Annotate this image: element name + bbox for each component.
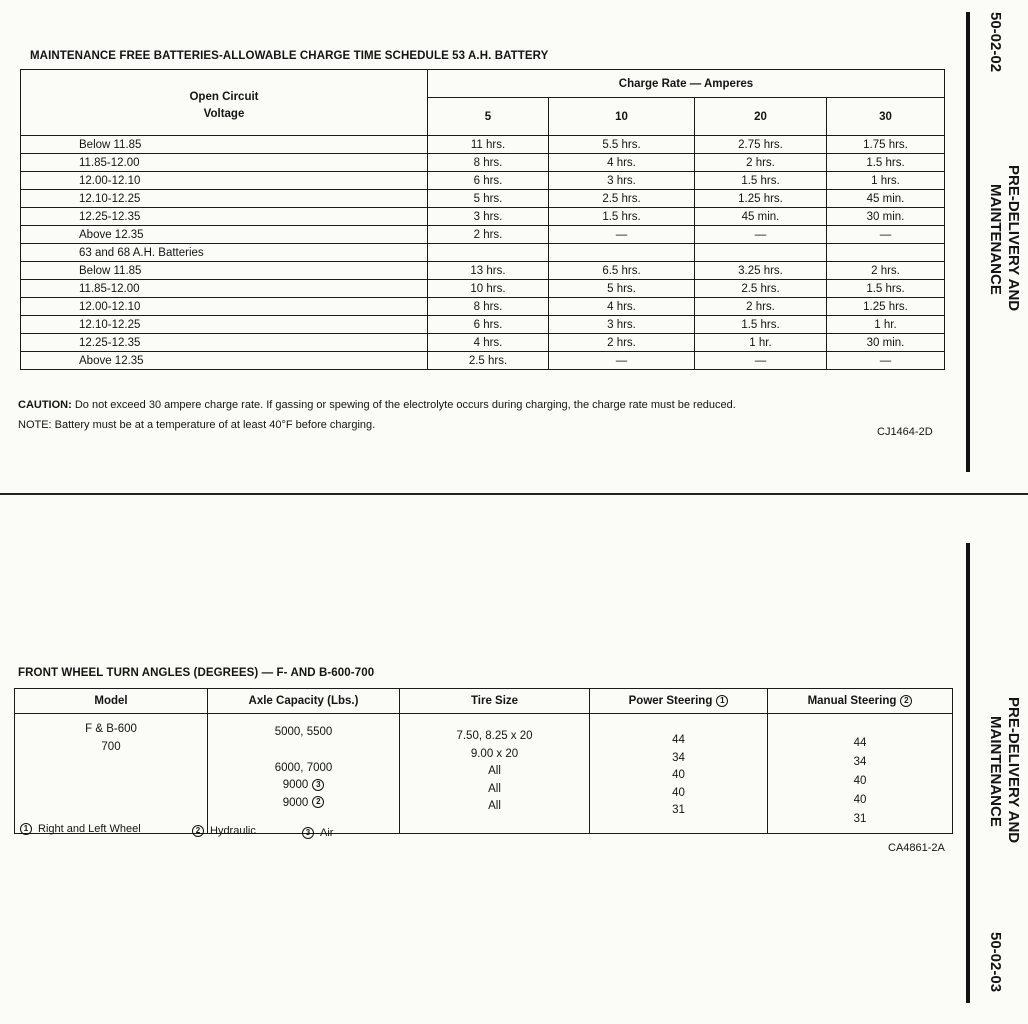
- charge-time-cell: [549, 244, 695, 262]
- power-cell: [590, 714, 768, 834]
- model-header: Model: [15, 689, 208, 714]
- open-circuit-voltage-header: [21, 70, 428, 136]
- charge-time-cell: 4 hrs.: [549, 298, 695, 316]
- charge-time-cell: —: [549, 352, 695, 370]
- voltage-label: Voltage: [203, 107, 245, 120]
- table-row: [21, 316, 945, 334]
- table-row: [21, 208, 945, 226]
- axle-value: 9000: [282, 796, 309, 809]
- charge-time-cell: 11 hrs.: [428, 136, 549, 154]
- footnote-2-icon: 2: [192, 825, 204, 837]
- charge-time-cell: 2 hrs.: [428, 226, 549, 244]
- table-row: [21, 154, 945, 172]
- charge-time-cell: 30 min.: [827, 334, 945, 352]
- charge-time-cell: —: [695, 226, 827, 244]
- charge-time-cell: 2 hrs.: [549, 334, 695, 352]
- bottom-side-title-1: PRE-DELIVERY AND: [1005, 697, 1022, 844]
- axle-line: 5000, 5500: [274, 726, 333, 738]
- power-line: 34: [672, 751, 685, 764]
- table-row: [21, 244, 945, 262]
- table-row: [21, 262, 945, 280]
- caution-label: CAUTION:: [18, 399, 72, 411]
- charge-time-cell: 1 hrs.: [827, 172, 945, 190]
- footnote-2-icon: 2: [312, 796, 324, 808]
- charge-time-cell: 1.5 hrs.: [827, 154, 945, 172]
- axle-line: [208, 742, 399, 760]
- voltage-cell: Below 11.85: [21, 136, 428, 154]
- charge-time-cell: —: [549, 226, 695, 244]
- model-cell: [15, 714, 208, 834]
- turn-angle-table: [14, 688, 953, 834]
- voltage-cell: 12.00-12.10: [21, 172, 428, 190]
- charge-time-cell: 6 hrs.: [428, 316, 549, 334]
- voltage-cell: 12.10-12.25: [21, 190, 428, 208]
- footnote-1: [20, 823, 141, 835]
- power-line: 40: [672, 786, 685, 799]
- manual-line: 31: [853, 813, 867, 825]
- manual-steering-label: Manual Steering: [807, 695, 897, 708]
- top-figure-code: CJ1464-2D: [877, 426, 933, 438]
- table-row: [21, 334, 945, 352]
- charge-time-cell: 1.5 hrs.: [695, 172, 827, 190]
- axle-capacity-header: Axle Capacity (Lbs.): [208, 689, 400, 714]
- bottom-side-title-2: MAINTENANCE: [987, 716, 1004, 827]
- top-side-title-2: MAINTENANCE: [987, 184, 1004, 295]
- battery-table-body: [21, 136, 945, 370]
- caution-text: Do not exceed 30 ampere charge rate. If gassing or spewing of the electrolyte occurs during charging, the charge rate must be reduced.: [74, 399, 736, 411]
- charge-time-cell: [827, 244, 945, 262]
- table-row: [21, 190, 945, 208]
- footnote-2-text: Hydraulic: [210, 825, 256, 837]
- voltage-cell: 12.00-12.10: [21, 298, 428, 316]
- charge-time-cell: 1 hr.: [827, 316, 945, 334]
- tire-line: All: [488, 800, 501, 812]
- charge-time-cell: 45 min.: [827, 190, 945, 208]
- charge-time-cell: 1.25 hrs.: [695, 190, 827, 208]
- manual-cell: [768, 714, 953, 834]
- footnote-2: [192, 825, 256, 837]
- voltage-cell: Above 12.35: [21, 352, 428, 370]
- caution-note: [18, 399, 736, 411]
- tire-cell: [400, 714, 590, 834]
- charge-time-cell: 10 hrs.: [428, 280, 549, 298]
- footnote-2-icon: 2: [900, 695, 912, 707]
- manual-line: 40: [853, 775, 867, 787]
- charge-time-cell: [695, 244, 827, 262]
- page-divider: [0, 493, 1028, 495]
- footnote-1-icon: 1: [716, 695, 728, 707]
- top-side-title-1: PRE-DELIVERY AND: [1005, 165, 1022, 312]
- charge-time-cell: —: [827, 352, 945, 370]
- charge-time-cell: 2 hrs.: [695, 154, 827, 172]
- voltage-cell: 11.85-12.00: [21, 154, 428, 172]
- charge-time-cell: 3 hrs.: [549, 172, 695, 190]
- table-row: [21, 298, 945, 316]
- open-circuit-label: Open Circuit: [189, 90, 259, 103]
- charge-time-cell: 4 hrs.: [549, 154, 695, 172]
- charge-time-cell: 1.5 hrs.: [695, 316, 827, 334]
- charge-time-cell: —: [695, 352, 827, 370]
- charge-time-cell: 1.5 hrs.: [549, 208, 695, 226]
- axle-line-hydraulic: [208, 795, 399, 813]
- battery-charge-table: [20, 69, 945, 370]
- charge-time-cell: 2.5 hrs.: [428, 352, 549, 370]
- charge-time-cell: 4 hrs.: [428, 334, 549, 352]
- table-row: [21, 226, 945, 244]
- charge-time-cell: 1 hr.: [695, 334, 827, 352]
- charge-time-cell: 30 min.: [827, 208, 945, 226]
- charge-time-cell: 3.25 hrs.: [695, 262, 827, 280]
- footnote-3: [302, 827, 333, 839]
- charge-time-cell: 5 hrs.: [428, 190, 549, 208]
- tire-size-header: Tire Size: [400, 689, 590, 714]
- manual-steering-header: [768, 689, 953, 714]
- voltage-cell: 11.85-12.00: [21, 280, 428, 298]
- power-line: 44: [672, 734, 685, 746]
- bottom-side-rule: [966, 543, 970, 1003]
- charge-time-cell: 6 hrs.: [428, 172, 549, 190]
- charge-time-cell: 1.75 hrs.: [827, 136, 945, 154]
- model-line: 700: [101, 741, 121, 753]
- charge-time-cell: 8 hrs.: [428, 298, 549, 316]
- charge-time-cell: 2.5 hrs.: [549, 190, 695, 208]
- rate-col-10: 10: [549, 98, 695, 136]
- charge-time-cell: 6.5 hrs.: [549, 262, 695, 280]
- charge-time-cell: [428, 244, 549, 262]
- power-line: 31: [672, 804, 685, 816]
- footnote-1-text: Right and Left Wheel: [38, 823, 141, 835]
- temperature-note: NOTE: Battery must be at a temperature of at least 40°F before charging.: [18, 419, 376, 431]
- tire-line: 7.50, 8.25 x 20: [456, 730, 533, 742]
- charge-time-cell: 2.75 hrs.: [695, 136, 827, 154]
- axle-value: 9000: [282, 779, 309, 791]
- tire-line: All: [488, 782, 501, 795]
- footnote-3-text: Air: [320, 827, 334, 839]
- charge-time-cell: 1.25 hrs.: [827, 298, 945, 316]
- axle-line-air: [208, 777, 399, 795]
- manual-line: 44: [853, 737, 867, 749]
- manual-line: 40: [853, 794, 867, 806]
- footnote-3-icon: 3: [312, 779, 324, 791]
- charge-time-cell: 5 hrs.: [549, 280, 695, 298]
- battery-table-title: MAINTENANCE FREE BATTERIES-ALLOWABLE CHARGE TIME SCHEDULE 53 A.H. BATTERY: [30, 50, 549, 62]
- voltage-cell: 12.10-12.25: [21, 316, 428, 334]
- axle-line: 6000, 7000: [274, 761, 333, 774]
- model-line: F & B-600: [85, 723, 137, 735]
- power-steering-label: Power Steering: [628, 695, 713, 708]
- charge-time-cell: 3 hrs.: [428, 208, 549, 226]
- voltage-cell: 12.25-12.35: [21, 208, 428, 226]
- charge-time-cell: 1.5 hrs.: [827, 280, 945, 298]
- turn-angle-title: FRONT WHEEL TURN ANGLES (DEGREES) — F- AND B-600-700: [18, 667, 375, 679]
- rate-col-30: 30: [827, 98, 945, 136]
- charge-time-cell: —: [827, 226, 945, 244]
- power-steering-header: [590, 689, 768, 714]
- charge-time-cell: 2.5 hrs.: [695, 280, 827, 298]
- manual-line: 34: [853, 756, 867, 768]
- charge-time-cell: 45 min.: [695, 208, 827, 226]
- bottom-figure-code: CA4861-2A: [888, 842, 945, 854]
- charge-time-cell: 2 hrs.: [827, 262, 945, 280]
- charge-time-cell: 5.5 hrs.: [549, 136, 695, 154]
- tire-line: All: [488, 765, 501, 777]
- tire-line: 9.00 x 20: [470, 747, 519, 760]
- table-row: [21, 172, 945, 190]
- footnote-3-icon: 3: [302, 827, 314, 839]
- charge-time-cell: 8 hrs.: [428, 154, 549, 172]
- rate-col-5: 5: [428, 98, 549, 136]
- voltage-cell: Below 11.85: [21, 262, 428, 280]
- charge-rate-header: Charge Rate — Amperes: [428, 70, 945, 98]
- top-page-number: 50-02-02: [987, 12, 1004, 73]
- footnote-1-icon: 1: [20, 823, 32, 835]
- charge-time-cell: 3 hrs.: [549, 316, 695, 334]
- voltage-cell: Above 12.35: [21, 226, 428, 244]
- voltage-cell: 63 and 68 A.H. Batteries: [21, 244, 428, 262]
- top-side-rule: [966, 12, 970, 472]
- table-row: [21, 136, 945, 154]
- bottom-page-number: 50-02-03: [987, 932, 1004, 993]
- charge-time-cell: 13 hrs.: [428, 262, 549, 280]
- voltage-cell: 12.25-12.35: [21, 334, 428, 352]
- rate-col-20: 20: [695, 98, 827, 136]
- table-row: [21, 280, 945, 298]
- charge-time-cell: 2 hrs.: [695, 298, 827, 316]
- power-line: 40: [672, 769, 685, 781]
- table-row: [21, 352, 945, 370]
- axle-cell: [208, 714, 400, 834]
